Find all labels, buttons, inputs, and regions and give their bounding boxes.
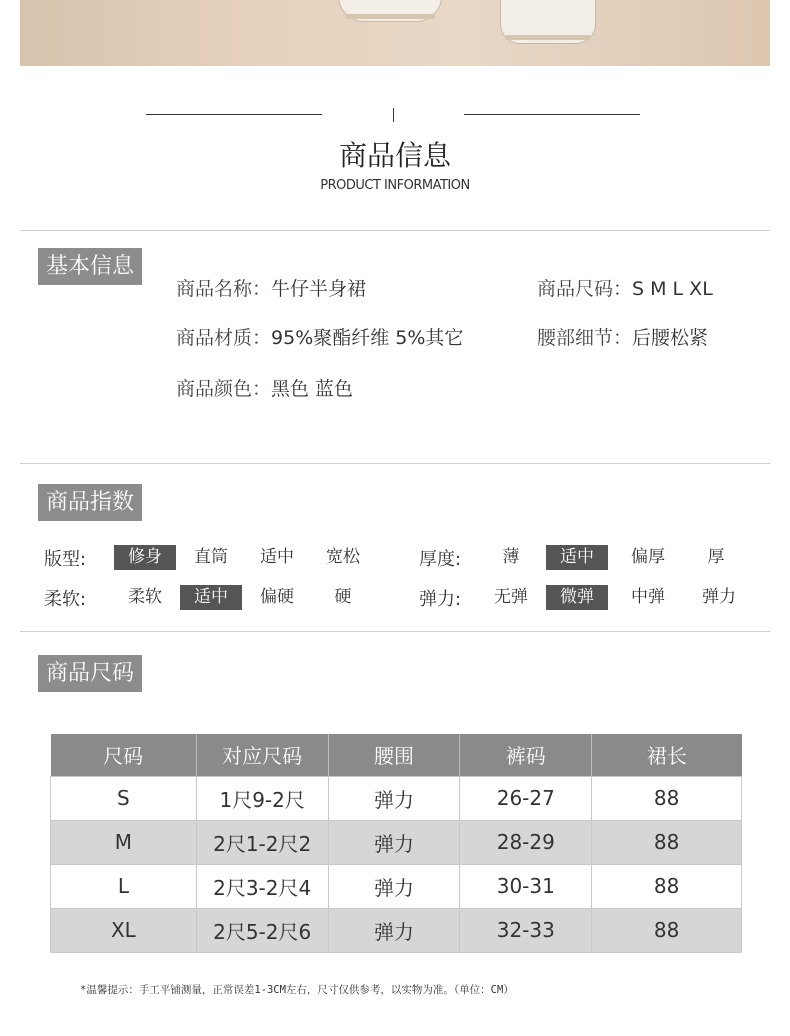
index-option: 宽松 xyxy=(326,547,360,567)
table-cell: 88 xyxy=(592,776,742,820)
section-tag-size: 商品尺码 xyxy=(38,655,142,692)
page-title: 商品信息 xyxy=(338,139,451,172)
table-header-row xyxy=(51,734,742,776)
index-option: 柔软 xyxy=(128,587,162,607)
column-header: 裤码 xyxy=(460,734,592,776)
index-option: 厚 xyxy=(707,547,725,567)
table-cell: 弹力 xyxy=(328,908,460,952)
divider xyxy=(20,230,770,231)
measurement-note: *温馨提示：手工平铺测量，正常误差1-3CM左右，尺寸仅供参考，以实物为准。（单位：CM） xyxy=(80,984,514,996)
table-cell: 30-31 xyxy=(460,864,592,908)
column-header: 裙长 xyxy=(592,734,742,776)
table-cell: L xyxy=(51,864,197,908)
table-cell: 88 xyxy=(592,864,742,908)
column-header: 尺码 xyxy=(51,734,197,776)
info-color-label: 商品颜色： xyxy=(176,378,272,400)
info-size-value: S M L XL xyxy=(632,278,713,300)
index-label-softness: 柔软: xyxy=(44,589,87,610)
index-option: 修身 xyxy=(114,545,176,570)
index-option: 直筒 xyxy=(194,547,228,567)
info-size xyxy=(537,274,713,301)
index-option: 中弹 xyxy=(631,587,665,607)
info-name-label: 商品名称： xyxy=(176,278,272,300)
index-option: 适中 xyxy=(180,585,242,610)
table-cell: S xyxy=(51,776,197,820)
table-cell: 2尺1-2尺2 xyxy=(196,820,328,864)
right-shoe-image xyxy=(500,0,596,44)
column-header: 对应尺码 xyxy=(196,734,328,776)
info-name xyxy=(176,274,366,301)
product-photo xyxy=(20,0,770,66)
table-cell: 26-27 xyxy=(460,776,592,820)
table-cell: 2尺5-2尺6 xyxy=(196,908,328,952)
index-label-fit: 版型: xyxy=(44,549,87,570)
index-option: 无弹 xyxy=(494,587,528,607)
info-material-value: 95%聚酯纤维 5%其它 xyxy=(271,327,464,349)
table-cell: 2尺3-2尺4 xyxy=(196,864,328,908)
table-cell: XL xyxy=(51,908,197,952)
section-tag-basic: 基本信息 xyxy=(38,248,142,285)
table-cell: 弹力 xyxy=(328,864,460,908)
page-subtitle: PRODUCT INFORMATION xyxy=(320,178,470,193)
table-row xyxy=(51,776,742,820)
index-option: 薄 xyxy=(502,547,520,567)
index-option: 适中 xyxy=(260,547,294,567)
table-cell: 28-29 xyxy=(460,820,592,864)
index-option: 微弹 xyxy=(546,585,608,610)
index-option: 弹力 xyxy=(702,587,736,607)
size-table xyxy=(50,734,742,953)
left-shoe-image xyxy=(338,0,442,22)
info-material xyxy=(176,323,463,350)
table-cell: 88 xyxy=(592,820,742,864)
info-color-value: 黑色 蓝色 xyxy=(271,378,354,400)
divider xyxy=(20,631,770,632)
table-cell: 1尺9-2尺 xyxy=(196,776,328,820)
info-waist xyxy=(537,323,708,350)
info-name-value: 牛仔半身裙 xyxy=(271,278,367,300)
title-tick xyxy=(393,108,394,122)
index-option: 偏硬 xyxy=(260,587,294,607)
table-cell: M xyxy=(51,820,197,864)
title-line-right xyxy=(464,114,640,115)
column-header: 腰围 xyxy=(328,734,460,776)
divider xyxy=(20,463,770,464)
index-option: 偏厚 xyxy=(631,547,665,567)
table-row xyxy=(51,864,742,908)
table-cell: 32-33 xyxy=(460,908,592,952)
info-size-label: 商品尺码： xyxy=(537,278,633,300)
info-color xyxy=(176,374,353,401)
info-material-label: 商品材质： xyxy=(176,327,272,349)
table-cell: 弹力 xyxy=(328,820,460,864)
section-tag-index: 商品指数 xyxy=(38,484,142,521)
table-row xyxy=(51,908,742,952)
table-row xyxy=(51,820,742,864)
info-waist-label: 腰部细节： xyxy=(537,327,633,349)
title-line-left xyxy=(146,114,322,115)
table-cell: 弹力 xyxy=(328,776,460,820)
index-option: 适中 xyxy=(546,545,608,570)
info-waist-value: 后腰松紧 xyxy=(632,327,709,349)
index-label-elasticity: 弹力: xyxy=(419,589,462,610)
index-option: 硬 xyxy=(334,587,352,607)
index-label-thickness: 厚度: xyxy=(419,549,462,570)
table-cell: 88 xyxy=(592,908,742,952)
